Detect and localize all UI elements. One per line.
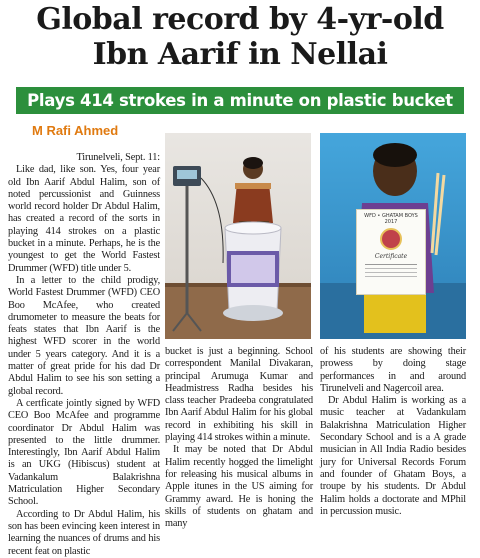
paragraph: According to Dr Abdul Halim, his son has been evincing keen interest in learning the nuances of drums and his recent feat on plastic (8, 508, 160, 557)
certificate-year: 2017 (384, 219, 398, 225)
paragraph: of his students are showing their prowess by doing stage performances in and around Tirunelveli and Nagercoil area. (320, 346, 466, 394)
byline: M Rafi Ahmed (32, 123, 119, 138)
headline-line-1: Global record by 4-yr-old (36, 2, 444, 37)
certificate-header: WFD • GHATAM BOYS (364, 213, 418, 219)
article-column-2 (165, 346, 313, 530)
article-column-3 (320, 346, 466, 517)
photo-boy-with-bucket-drum (165, 133, 311, 339)
article-column-1 (8, 152, 160, 557)
photo-boy-with-certificate (320, 133, 466, 339)
paragraph: Like dad, like son. Yes, four year old Ibn Aarif Abdul Halim, son of noted percussionist and Guinness world record holder Dr Abdul Halim, has created a record of the sorts in playing 414 strokes on a plastic bucket in a minute. Perhaps, he is the youngest to get the World Fastest Drummer (WFD) title under 5. (8, 164, 160, 274)
certificate (356, 209, 426, 295)
paragraph: Dr Abdul Halim is working as a music teacher at Vadankulam Balakrishna Matriculation Higher Secondary School and is a A grade musician in All India Radio besides jury for Universal Records Forum and founder of Ghatam Boys, a troupe by his students. Dr Abdul Halim holds a doctorate and MPhil in percussion music. (320, 395, 466, 517)
headline (0, 2, 480, 72)
paragraph: It may be noted that Dr Abdul Halim recently hogged the limelight for releasing his musical albums in Apple itunes in the US aiming for Grammy award. He is honing the skills of students on ghatam and many (165, 444, 313, 530)
seal-icon (380, 228, 402, 250)
paragraph: A certficate jointly signed by WFD CEO Boo McAfee and programme coordinator Dr Abdul Halim was presented to the little drummer. Interestingly, Ibn Aarif Abdul Halim is an UKG (Hibiscus) student at Vadankalum Balakrishna Matriculation Higher Secondary School. (8, 397, 160, 508)
paragraph: bucket is just a beginning. School correspondent Manilal Divakaran, principal Arumuga Kumar and Headmistress Radha besides his class teacher Pradeeba congratulated Ibn Aarif Abdul Halim for his global record in exhibiting his skill in playing 414 strokes within a minute. (165, 346, 313, 444)
headline-line-2: Ibn Aarif in Nellai (92, 37, 388, 72)
subheadline-banner: Plays 414 strokes in a minute on plastic bucket (16, 87, 464, 114)
dateline: Tirunelveli, Sept. 11: (76, 152, 160, 163)
paragraph: In a letter to the child prodigy, World Fastest Drummer (WFD) CEO Boo McAfee, who created drumometer to measure the beats for feats states that Ibn Aarif is the highest WFD scorer in the world under 5 years category. And it is a matter of great pride for his dad Dr Abdul Halim to see his son setting a global record. (8, 274, 160, 397)
certificate-title: Certificate (374, 253, 408, 260)
